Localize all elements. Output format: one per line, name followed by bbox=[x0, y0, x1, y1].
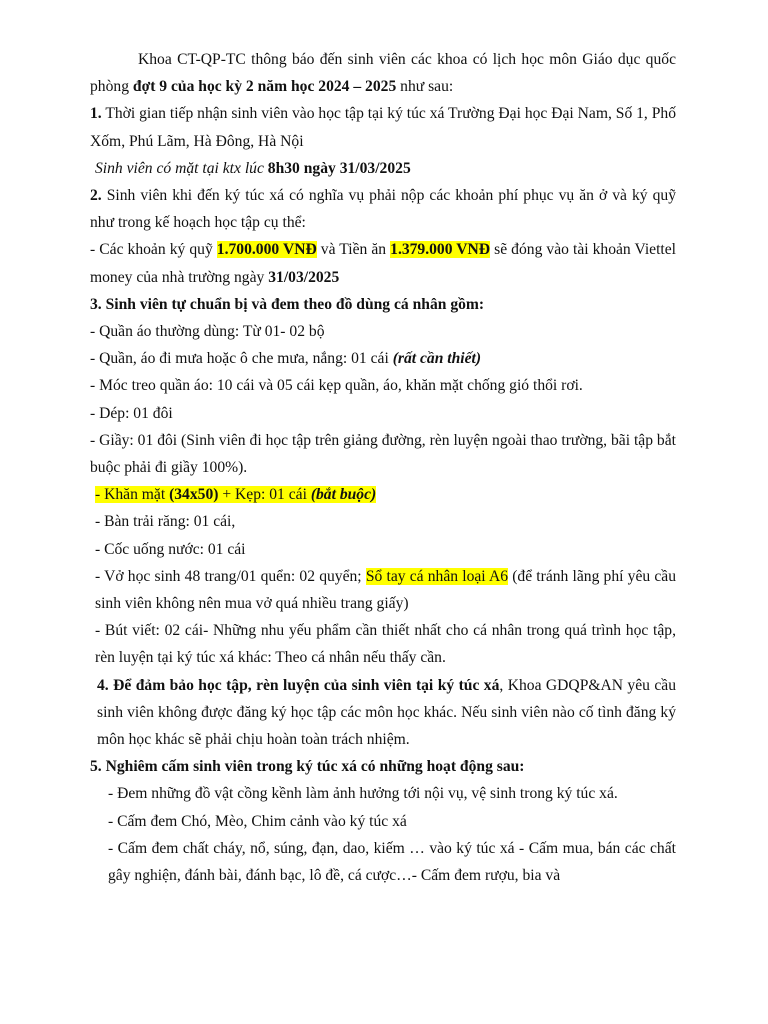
section-2-number: 2. bbox=[90, 187, 102, 205]
raincoat-note: (rất cần thiết) bbox=[392, 350, 482, 368]
towel-text: - Khăn mặt bbox=[95, 486, 170, 504]
notebook-note: (để tránh lãng phí yêu cầu sinh viên không nên mua vở quá nhiều trang giấy) bbox=[95, 567, 676, 613]
section-5-heading: 5. Nghiêm cấm sinh viên trong ký túc xá có những hoạt động sau: bbox=[90, 758, 525, 776]
section-2-paragraph bbox=[90, 182, 676, 236]
fees-text-mid: và Tiền ăn bbox=[316, 241, 391, 259]
section-1-text: Thời gian tiếp nhận sinh viên vào học tập tại ký túc xá Trường Đại học Đại Nam, Số 1, Phố Xốm, Phú Lãm, Hà Đông, Hà Nội bbox=[90, 105, 676, 150]
intro-suffix: như sau: bbox=[396, 78, 454, 96]
towel-clip-text: + Kẹp: 01 cái bbox=[218, 486, 311, 504]
item-toothbrush: - Bàn trải răng: 01 cái, bbox=[95, 513, 236, 531]
raincoat-text: - Quần, áo đi mưa hoặc ô che mưa, nắng: 01 cái bbox=[90, 350, 393, 368]
arrival-label: Sinh viên có mặt tại ktx lúc bbox=[95, 159, 268, 177]
prohibited-item-1: - Đem những đồ vật cồng kềnh làm ảnh hưởng tới nội vụ, vệ sinh trong ký túc xá. bbox=[108, 785, 618, 803]
section-4-heading: 4. Để đảm bảo học tập, rèn luyện của sinh viên tại ký túc xá bbox=[97, 676, 500, 694]
notebook-text: - Vở học sinh 48 trang/01 quển: 02 quyển; bbox=[95, 567, 366, 585]
section-4-paragraph bbox=[90, 672, 676, 754]
payment-date: 31/03/2025 bbox=[268, 268, 340, 286]
arrival-time-line bbox=[90, 155, 676, 182]
section-1-paragraph bbox=[90, 100, 676, 154]
item-shoes: - Giầy: 01 đôi (Sinh viên đi học tập trên giảng đường, rèn luyện ngoài thao trường, bãi tập bắt buộc phải đi giầy 100%). bbox=[90, 431, 676, 477]
prohibited-item-3: - Cấm đem chất cháy, nổ, súng, đạn, dao, kiếm … vào ký túc xá - Cấm mua, bán các chất gây nghiện, đánh bài, đánh bạc, lô đề, cá cược…- Cấm đem rượu, bia và bbox=[108, 839, 676, 885]
item-cup: - Cốc uống nước: 01 cái bbox=[95, 540, 246, 558]
item-clothes: - Quần áo thường dùng: Từ 01- 02 bộ bbox=[90, 323, 325, 341]
towel-size: (34x50) bbox=[169, 486, 219, 504]
document-page bbox=[90, 46, 676, 889]
towel-note: (bắt buộc) bbox=[310, 486, 377, 504]
intro-term: đợt 9 của học kỳ 2 năm học 2024 – 2025 bbox=[132, 78, 397, 96]
item-towel bbox=[90, 481, 676, 508]
item-pen: - Bút viết: 02 cái- Những nhu yếu phẩm cần thiết nhất cho cá nhân trong quá trình học tập, rèn luyện tại ký túc xá khác: Theo cá nhân nếu thấy cần. bbox=[95, 622, 676, 667]
item-raincoat bbox=[90, 345, 676, 372]
fees-paragraph bbox=[90, 236, 676, 290]
section-4-text: , Khoa GDQP&AN yêu cầu sinh viên không được đăng ký học tập các môn học khác. Nếu sinh viên nào cố tình đăng ký môn học khác sẽ phải chịu hoàn toàn trách nhiệm. bbox=[97, 676, 677, 749]
section-1-number: 1. bbox=[90, 105, 102, 123]
prohibited-item-2: - Cấm đem Chó, Mèo, Chim cảnh vào ký túc xá bbox=[108, 812, 407, 830]
fees-text-end: sẽ đóng vào tài khoản Viettel money của nhà trường ngày bbox=[90, 241, 676, 286]
intro-text: Khoa CT-QP-TC thông báo đến sinh viên các khoa có lịch học môn Giáo dục quốc phòng bbox=[90, 51, 676, 96]
notebook-highlight: Sổ tay cá nhân loại A6 bbox=[365, 567, 509, 585]
item-sandals: - Dép: 01 đôi bbox=[90, 404, 173, 422]
section-2-text: Sinh viên khi đến ký túc xá có nghĩa vụ phải nộp các khoản phí phục vụ ăn ở và ký quỹ như trong kế hoạch học tập cụ thể: bbox=[90, 187, 676, 232]
intro-paragraph bbox=[90, 46, 676, 100]
deposit-amount: 1.700.000 VNĐ bbox=[216, 241, 317, 259]
section-3-heading: 3. Sinh viên tự chuẩn bị và đem theo đồ dùng cá nhân gồm: bbox=[90, 295, 485, 313]
arrival-time: 8h30 ngày 31/03/2025 bbox=[267, 159, 411, 177]
item-hangers: - Móc treo quần áo: 10 cái và 05 cái kẹp quần, áo, khăn mặt chống gió thổi rơi. bbox=[90, 377, 583, 395]
fees-text-start: - Các khoản ký quỹ bbox=[90, 241, 217, 259]
meal-amount: 1.379.000 VNĐ bbox=[390, 241, 491, 259]
item-notebook bbox=[90, 563, 676, 617]
